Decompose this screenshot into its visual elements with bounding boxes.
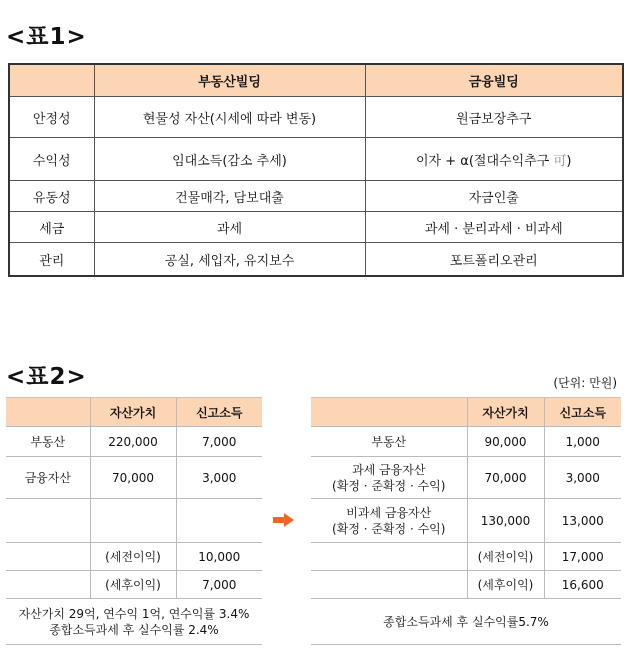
summary-note	[6, 599, 262, 645]
cell: 공실, 세입자, 유지보수	[94, 243, 365, 277]
cell: 3,000	[544, 457, 621, 499]
cell	[176, 499, 262, 543]
table-row	[9, 212, 623, 243]
cell: 13,000	[544, 499, 621, 543]
cell-text-dim: 可	[553, 153, 567, 169]
comparison-table	[8, 63, 624, 277]
after-table	[311, 397, 621, 645]
table2-title: <표2>	[6, 364, 87, 390]
row-label: 금융자산	[6, 457, 90, 499]
cell: 3,000	[176, 457, 262, 499]
cell: 건물매각, 담보대출	[94, 181, 365, 212]
header-real-estate-building: 부동산빌딩	[94, 64, 365, 97]
table-row	[311, 457, 621, 499]
cell	[365, 138, 623, 181]
row-label	[311, 543, 467, 571]
summary-line: 종합소득과세 후 실수익률 2.4%	[49, 622, 219, 637]
cell-text: 이자 + α(절대수익추구	[416, 153, 554, 169]
table-row	[9, 97, 623, 138]
header-reported-income: 신고소득	[176, 398, 262, 427]
table-header-row	[9, 64, 623, 97]
row-label-sub: (확정 · 준확정 · 수익)	[332, 521, 446, 536]
row-label-main: 비과세 금융자산	[346, 505, 432, 520]
table-row	[311, 571, 621, 599]
arrow-right-icon	[273, 513, 294, 527]
row-label: 관리	[9, 243, 94, 277]
header-asset-value: 자산가치	[467, 398, 544, 427]
cell: (세전이익)	[90, 543, 176, 571]
header-asset-value: 자산가치	[90, 398, 176, 427]
cell: 현물성 자산(시세에 따라 변동)	[94, 97, 365, 138]
header-corner	[9, 64, 94, 97]
cell-text-end: )	[566, 153, 572, 169]
row-label: 유동성	[9, 181, 94, 212]
row-label	[311, 499, 467, 543]
table-header-row	[6, 398, 262, 427]
header-corner	[6, 398, 90, 427]
row-label: 수익성	[9, 138, 94, 181]
row-label	[6, 499, 90, 543]
table-row	[6, 543, 262, 571]
table-row	[311, 499, 621, 543]
row-label-main: 과세 금융자산	[352, 462, 426, 477]
summary-note: 종합소득과세 후 실수익률5.7%	[311, 599, 621, 645]
row-label: 세금	[9, 212, 94, 243]
cell: 130,000	[467, 499, 544, 543]
table-row	[311, 427, 621, 457]
table1-title: <표1>	[6, 24, 87, 50]
table-header-row	[311, 398, 621, 427]
row-label-sub: (확정 · 준확정 · 수익)	[332, 478, 446, 493]
cell: (세후이익)	[467, 571, 544, 599]
table-row	[6, 571, 262, 599]
cell: 70,000	[467, 457, 544, 499]
row-label: 부동산	[311, 427, 467, 457]
cell: (세전이익)	[467, 543, 544, 571]
cell: 90,000	[467, 427, 544, 457]
header-reported-income: 신고소득	[544, 398, 621, 427]
unit-label: (단위: 만원)	[553, 376, 617, 390]
table-row	[9, 243, 623, 277]
cell: 7,000	[176, 571, 262, 599]
summary-line: 자산가치 29억, 연수익 1억, 연수익률 3.4%	[18, 606, 250, 621]
cell: 임대소득(감소 추세)	[94, 138, 365, 181]
header-corner	[311, 398, 467, 427]
cell: 70,000	[90, 457, 176, 499]
cell: 과세	[94, 212, 365, 243]
cell: 포트폴리오관리	[365, 243, 623, 277]
cell: 과세 · 분리과세 · 비과세	[365, 212, 623, 243]
cell: 원금보장추구	[365, 97, 623, 138]
row-label: 안정성	[9, 97, 94, 138]
cell	[90, 499, 176, 543]
row-label: 부동산	[6, 427, 90, 457]
cell: 1,000	[544, 427, 621, 457]
before-table	[6, 397, 262, 645]
row-label	[6, 543, 90, 571]
row-label	[311, 571, 467, 599]
cell: 220,000	[90, 427, 176, 457]
table-row	[311, 543, 621, 571]
cell: (세후이익)	[90, 571, 176, 599]
row-label	[6, 571, 90, 599]
cell: 16,600	[544, 571, 621, 599]
table-row	[9, 181, 623, 212]
table-row	[6, 499, 262, 543]
table-row	[6, 457, 262, 499]
cell: 17,000	[544, 543, 621, 571]
summary-row	[6, 599, 262, 645]
header-financial-building: 금융빌딩	[365, 64, 623, 97]
table-row	[6, 427, 262, 457]
cell: 7,000	[176, 427, 262, 457]
cell: 자금인출	[365, 181, 623, 212]
table-row	[9, 138, 623, 181]
summary-row	[311, 599, 621, 645]
row-label	[311, 457, 467, 499]
cell: 10,000	[176, 543, 262, 571]
